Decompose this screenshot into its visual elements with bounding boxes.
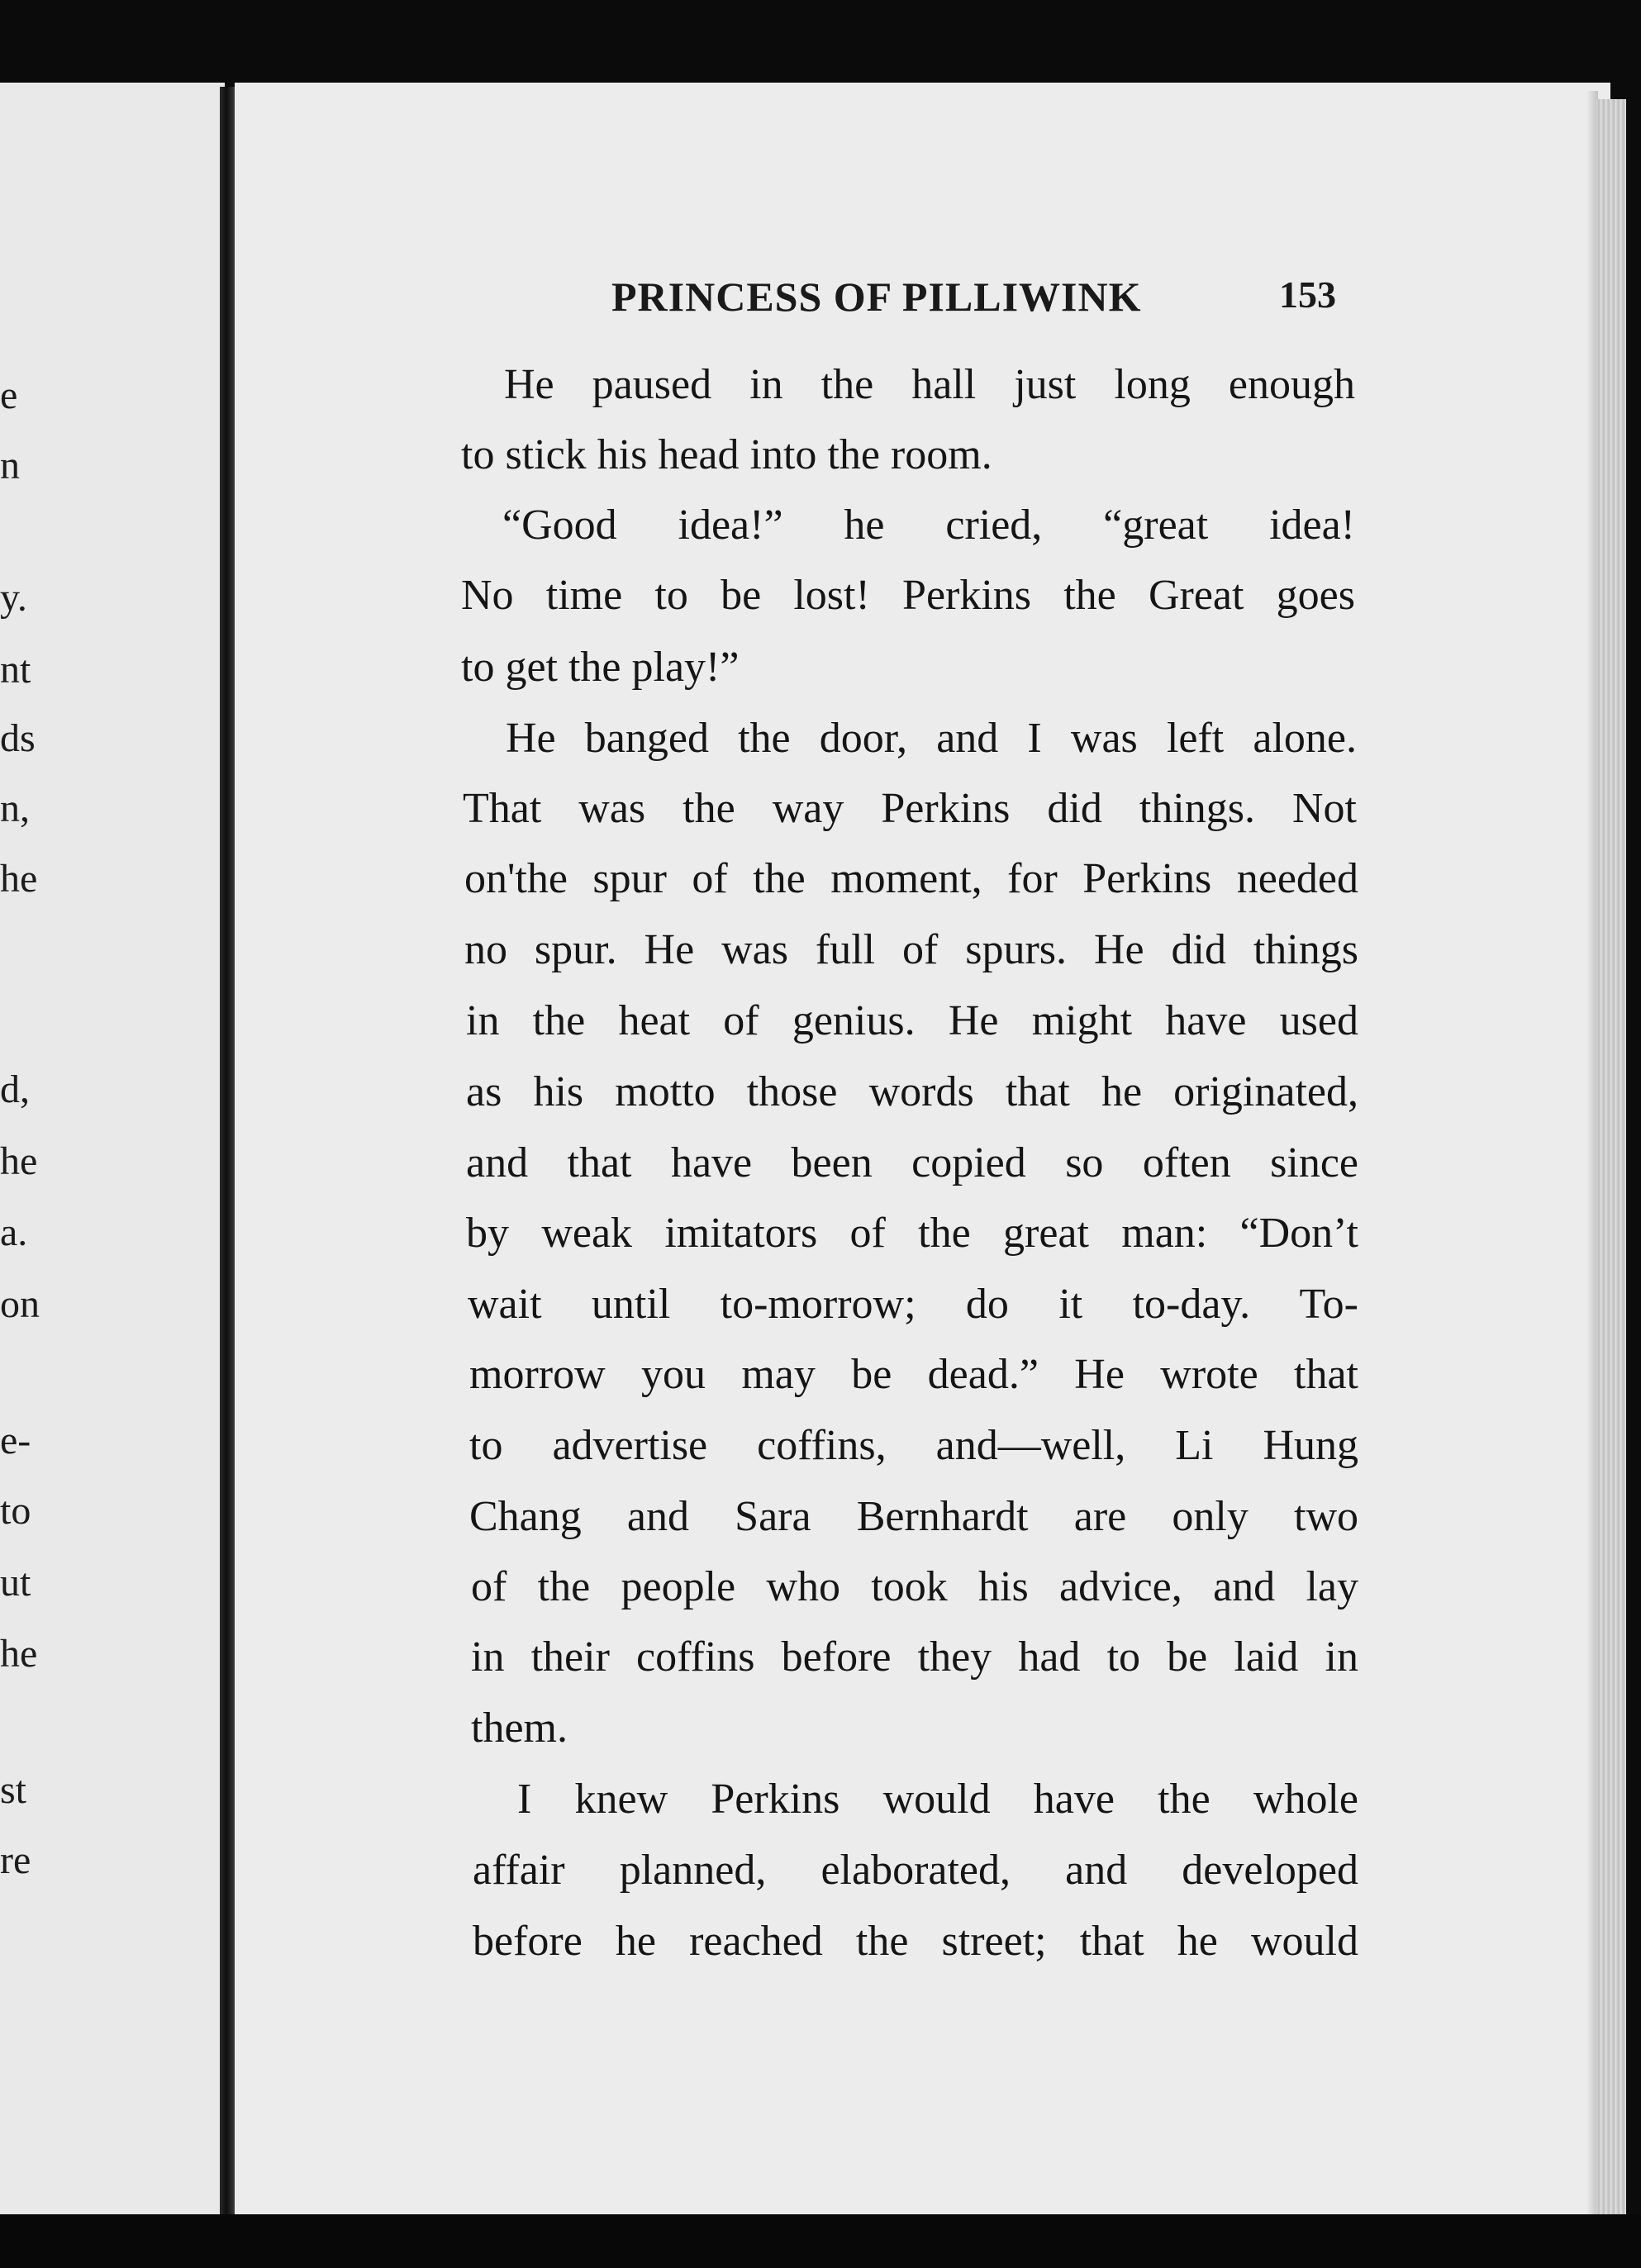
text-line: He banged the door, and I was left alone.	[506, 715, 1357, 762]
left-page-fragment: re	[0, 1838, 31, 1882]
text-line: No time to be lost! Perkins the Great goes	[461, 572, 1355, 619]
page-edges	[1596, 99, 1626, 2214]
text-line: “Good idea!” he cried, “great idea!	[502, 502, 1355, 549]
text-line: affair planned, elaborated, and developed	[473, 1847, 1358, 1894]
text-line: morrow you may be dead.” He wrote that	[469, 1351, 1358, 1398]
left-page-fragment: nt	[0, 648, 31, 692]
left-page-fragment: a.	[0, 1210, 28, 1254]
left-page-fragment: ut	[0, 1561, 31, 1605]
text-line: by weak imitators of the great man: “Don’t	[466, 1210, 1358, 1257]
text-line: I knew Perkins would have the whole	[517, 1776, 1358, 1823]
text-line: to get the play!”	[461, 644, 740, 691]
left-page-fragment: n	[0, 444, 20, 487]
left-page-fragment: e	[0, 373, 18, 417]
text-line: and that have been copied so often since	[466, 1139, 1358, 1186]
text-line: on'the spur of the moment, for Perkins needed	[464, 855, 1358, 902]
left-page-fragment: e-	[0, 1419, 31, 1462]
text-line: to advertise coffins, and—well, Li Hung	[469, 1422, 1358, 1469]
left-page-fragment: d,	[0, 1067, 30, 1111]
left-page-fragment: he	[0, 857, 38, 901]
page-number: 153	[1279, 273, 1336, 316]
text-line: He paused in the hall just long enough	[504, 361, 1355, 408]
running-header: PRINCESS OF PILLIWINK	[611, 273, 1142, 320]
left-page-fragment: st	[0, 1768, 27, 1812]
left-page-fragment: ds	[0, 716, 36, 760]
text-line: wait until to-morrow; do it to-day. To-	[468, 1281, 1358, 1328]
text-line: to stick his head into the room.	[461, 431, 992, 478]
text-line: as his motto those words that he originated,	[466, 1068, 1358, 1115]
text-line: them.	[471, 1705, 568, 1752]
text-line: That was the way Perkins did things. Not	[463, 785, 1357, 832]
text-line: no spur. He was full of spurs. He did things	[464, 926, 1358, 973]
left-page-fragment: he	[0, 1139, 38, 1183]
text-line: Chang and Sara Bernhardt are only two	[469, 1493, 1358, 1540]
left-page-fragment: he	[0, 1632, 38, 1676]
scan-border-bottom	[0, 2214, 1641, 2268]
text-line: of the people who took his advice, and lay	[471, 1563, 1358, 1610]
text-line: in their coffins before they had to be laid in	[471, 1633, 1358, 1681]
left-page-fragment: y.	[0, 576, 27, 620]
text-line: in the heat of genius. He might have used	[466, 997, 1358, 1044]
text-line: before he reached the street; that he would	[473, 1918, 1358, 1965]
left-page-fragment: on	[0, 1282, 40, 1326]
book-gutter	[220, 87, 235, 2218]
left-page-fragment: n,	[0, 787, 30, 830]
left-page-fragment: to	[0, 1489, 31, 1533]
